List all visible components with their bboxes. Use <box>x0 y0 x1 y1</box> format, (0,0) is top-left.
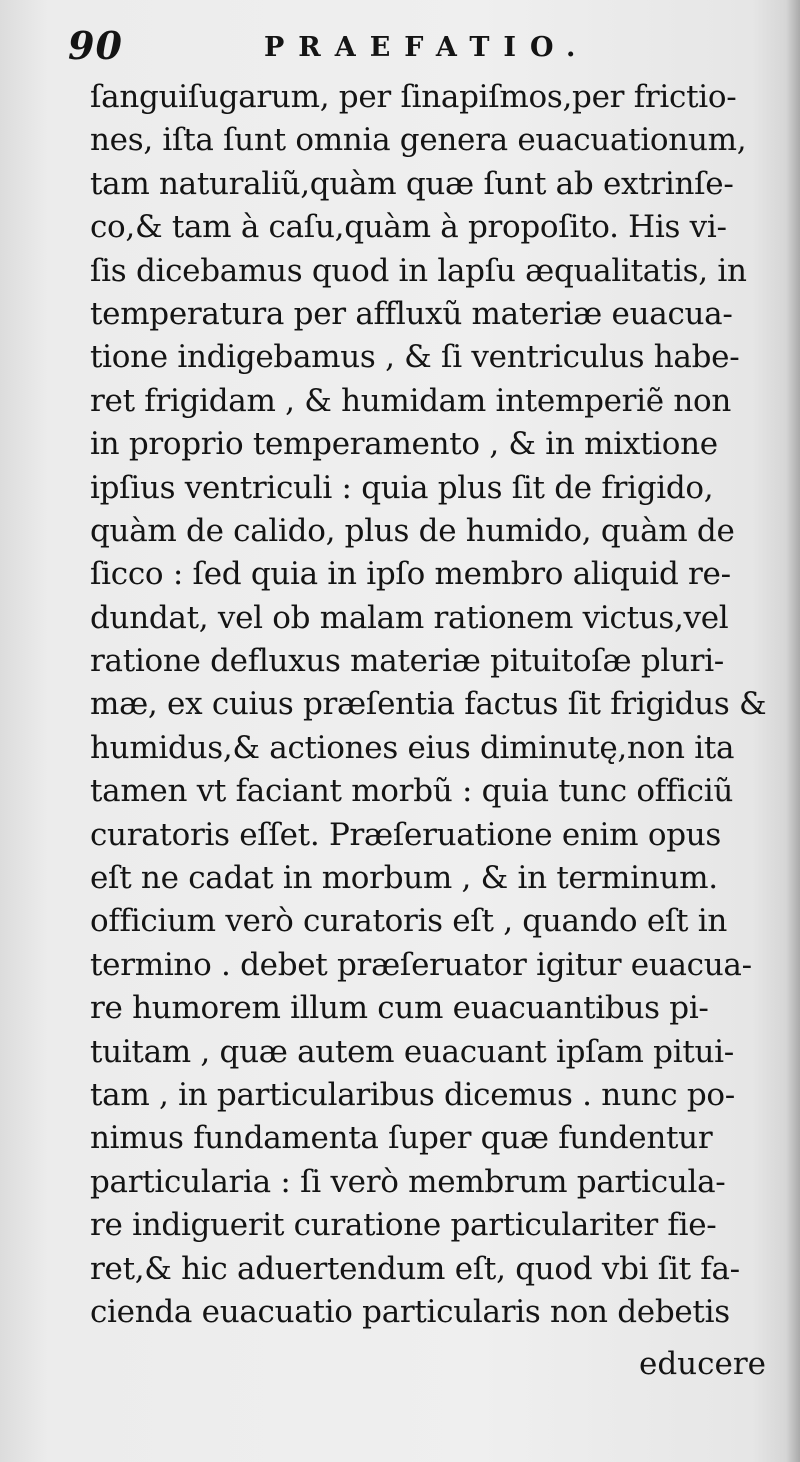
text-line: nimus fundamenta ſuper quæ fundentur <box>90 1120 713 1157</box>
text-line: eſt ne cadat in morbum , & in terminum. <box>90 860 718 897</box>
text-line: nes, iſta ſunt omnia genera euacuationum, <box>90 122 747 159</box>
text-line: particularia : ſi verò membrum particula- <box>90 1163 726 1200</box>
text-line: co,& tam à caſu,quàm à propoſito. His vi- <box>90 209 727 246</box>
text-line: ret frigidam , & humidam intemperiẽ non <box>90 382 732 419</box>
text-line: tamen vt faciant morbũ : quia tunc officiũ <box>90 773 733 810</box>
text-line: tione indigebamus , & ſi ventriculus habe- <box>90 339 740 376</box>
body-text <box>90 76 766 1334</box>
text-line: mæ, ex cuius præſentia factus ſit frigidus & <box>90 686 766 723</box>
text-line: ſicco : ſed quia in ipſo membro aliquid re- <box>90 556 731 593</box>
text-line: tuitam , quæ autem euacuant ipſam pitui- <box>90 1033 734 1070</box>
text-line: cienda euacuatio particularis non debetis <box>90 1293 730 1330</box>
text-line: re humorem illum cum euacuantibus pi- <box>90 990 709 1027</box>
page-number: 90 <box>68 23 123 68</box>
text-line: quàm de calido, plus de humido, quàm de <box>90 512 735 549</box>
text-line: ratione defluxus materiæ pituitoſæ pluri- <box>90 643 724 680</box>
text-line: ſis dicebamus quod in lapſu æqualitatis, in <box>90 252 747 289</box>
text-line: curatoris eſſet. Præſeruatione enim opus <box>90 816 722 853</box>
text-line: termino . debet præſeruator igitur euacua- <box>90 946 752 983</box>
page-edge-shadow <box>786 0 800 1462</box>
text-line: ret,& hic aduertendum eſt, quod vbi ſit fa- <box>90 1250 740 1287</box>
text-line: tam naturaliũ,quàm quæ ſunt ab extrinſe- <box>90 165 734 202</box>
page-header <box>68 24 668 68</box>
running-head: PRAEFATIO. <box>264 32 590 63</box>
text-line: humidus,& actiones eius diminutę,non ita <box>90 729 735 766</box>
catchword: educere <box>638 1346 766 1382</box>
text-line: officium verò curatoris eſt , quando eſt in <box>90 903 728 940</box>
text-line: ſanguiſugarum, per ſinapiſmos,per frictio- <box>90 79 737 115</box>
text-line: tam , in particularibus dicemus . nunc po- <box>90 1076 735 1113</box>
text-line: dundat, vel ob malam rationem victus,vel <box>90 599 729 636</box>
text-line: ipſius ventriculi : quia plus ſit de frigido, <box>90 469 714 506</box>
catchword-row <box>90 1342 766 1386</box>
text-line: temperatura per affluxũ materiæ euacua- <box>90 295 733 332</box>
text-line: in proprio temperamento , & in mixtione <box>90 426 718 463</box>
text-line: re indiguerit curatione particulariter fie- <box>90 1207 717 1244</box>
